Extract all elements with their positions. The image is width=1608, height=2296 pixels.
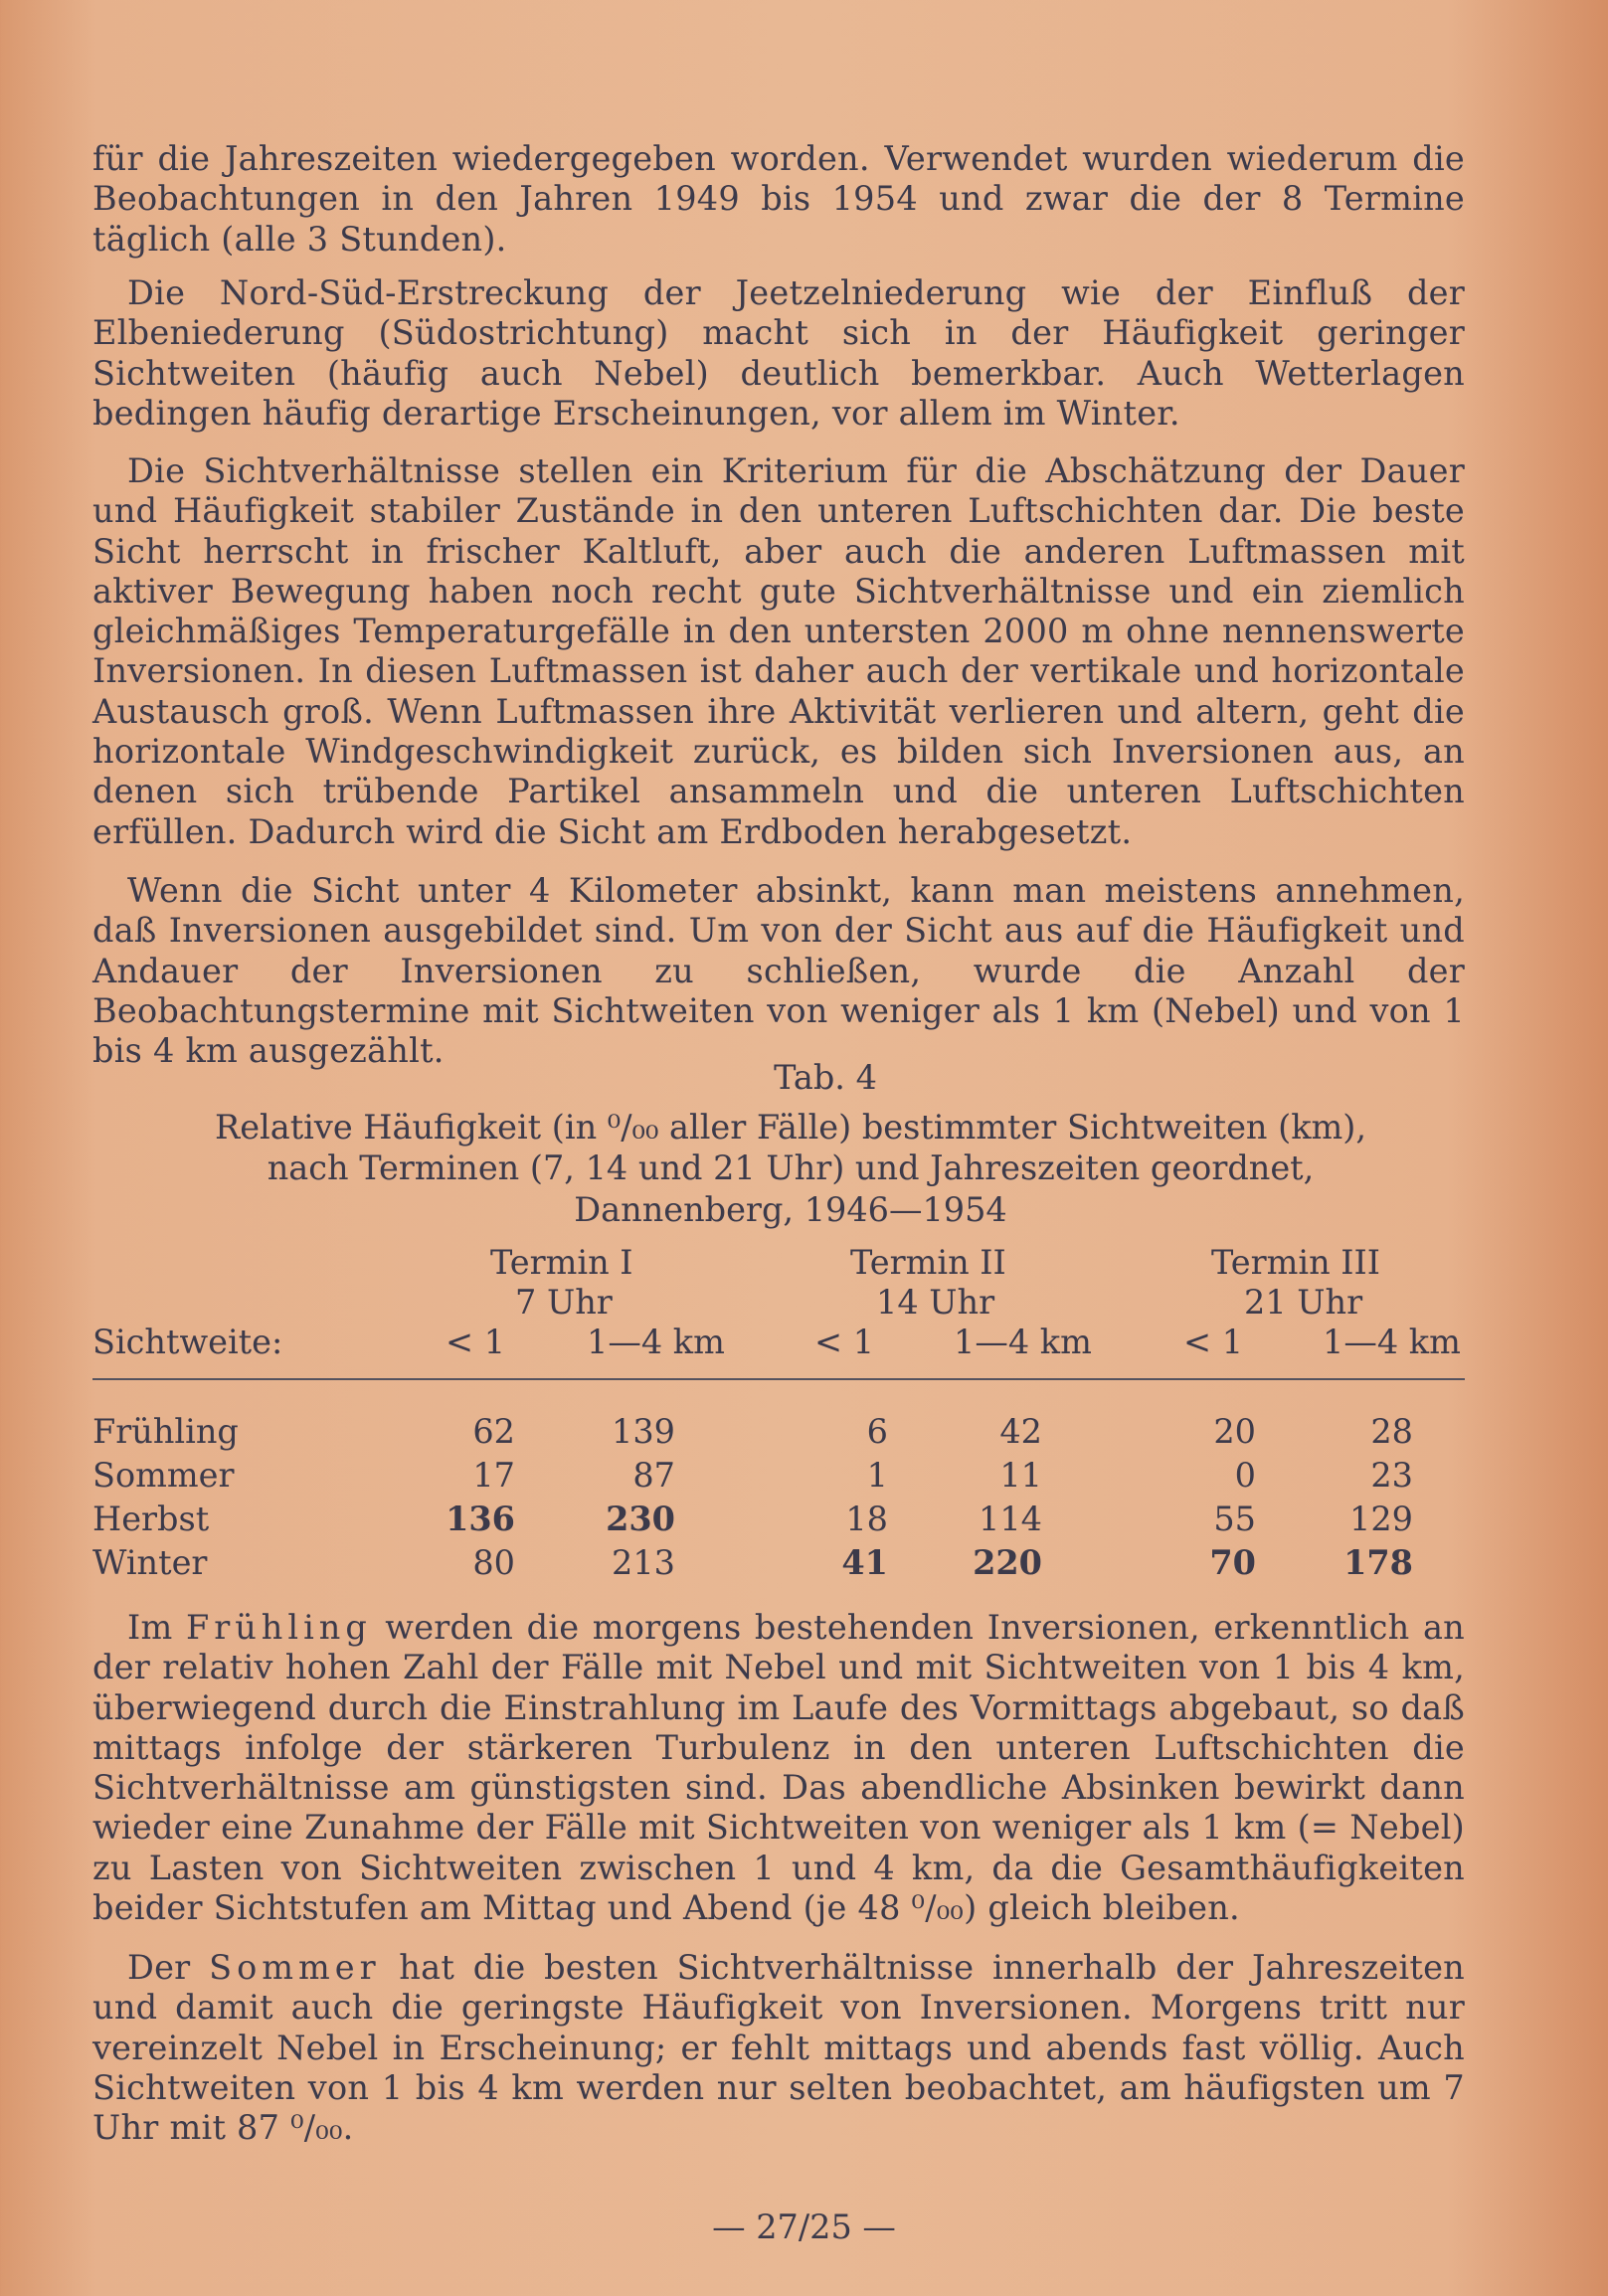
table-cell: 136 <box>446 1500 515 1538</box>
table-cell: 0 <box>1234 1456 1256 1495</box>
table-cell: 17 <box>472 1456 515 1495</box>
paragraph-1-text: für die Jahreszeiten wiedergegeben worden. Verwendet wurden wiederum die Beobachtungen in den Jahren 1949 bis 1954 und zwar die der 8 Termine täglich (alle 3 Stunden). <box>92 139 1465 259</box>
table-cell: 42 <box>999 1412 1042 1451</box>
paragraph-6-lead: Der <box>127 1948 191 1987</box>
paragraph-4 <box>92 871 1465 1071</box>
table-cell: 139 <box>612 1412 675 1451</box>
table-cell: 220 <box>973 1543 1042 1582</box>
group-2-col-a: < 1 <box>814 1323 875 1361</box>
table-cell: 23 <box>1370 1456 1413 1495</box>
paragraph-4-text: Wenn die Sicht unter 4 Kilometer absinkt, kann man meistens annehmen, daß Inversionen ausgebildet sind. Um von der Sicht aus auf die Häufigkeit und Andauer der Inversionen zu schließen, wurde die Anzahl der Beobachtungstermine mit Sichtweiten von weniger als 1 km (Nebel) und von 1 bis 4 km ausgezählt. <box>92 871 1465 1071</box>
paragraph-3 <box>92 451 1465 852</box>
table-row <box>92 1541 1465 1585</box>
paragraph-3-text: Die Sichtverhältnisse stellen ein Kriterium für die Abschätzung der Dauer und Häufigkeit stabiler Zustände in den unteren Luftschichten dar. Die beste Sicht herrscht in frischer Kaltluft, aber auch die anderen Luftmassen mit aktiver Bewegung haben noch recht gute Sichtverhältnisse und ein ziemlich gleichmäßiges Temperaturgefälle in den untersten 2000 m ohne nennenswerte Inversionen. In diesen Luftmassen ist daher auch der vertikale und horizontale Austausch groß. Wenn Luftmassen ihre Aktivität verlieren und altern, geht die horizontale Windgeschwindigkeit zurück, es bilden sich Inversionen aus, an denen sich trübende Partikel ansammeln und die unteren Luftschichten erfüllen. Dadurch wird die Sicht am Erdboden herabgesetzt. <box>92 451 1465 851</box>
table-cell: 178 <box>1343 1543 1413 1582</box>
paragraph-5 <box>92 1608 1465 1928</box>
paragraph-5-text: werden die morgens bestehenden Inversionen, erkenntlich an der relativ hohen Zahl der Fälle mit Nebel und mit Sichtweiten von 1 bis 4 km, überwiegend durch die Einstrahlung im Laufe des Vormittags abgebaut, so daß mittags infolge der stärkeren Turbulenz in den unteren Luftschichten die Sichtverhältnisse am günstigsten sind. Das abendliche Absinken bewirkt dann wieder eine Zunahme der Fälle mit Sichtweiten von weniger als 1 km (= Nebel) zu Lasten von Sichtweiten zwischen 1 und 4 km, da die Gesamthäufigkeiten beider Sichtstufen am Mittag und Abend (je 48 ⁰/₀₀) gleich bleiben. <box>92 1608 1465 1928</box>
table-cell: 41 <box>841 1543 888 1582</box>
paragraph-5-lead: Im <box>127 1608 173 1647</box>
table-subtitle: nach Terminen (7, 14 und 21 Uhr) und Jahreszeiten geordnet, <box>267 1148 1315 1187</box>
table-cell: 62 <box>472 1412 515 1451</box>
table-cell: 80 <box>472 1543 515 1582</box>
table-cell: 20 <box>1213 1412 1256 1451</box>
season-label: Frühling <box>92 1412 239 1451</box>
group-3-col-b: 1—4 km <box>1323 1323 1461 1361</box>
table-location: Dannenberg, 1946—1954 <box>574 1190 1007 1229</box>
paragraph-2-text: Die Nord-Süd-Erstreckung der Jeetzelniederung wie der Einfluß der Elbeniederung (Südostrichtung) macht sich in der Häufigkeit geringer Sichtweiten (häufig auch Nebel) deutlich bemerkbar. Auch Wetterlagen bedingen häufig derartige Erscheinungen, vor allem im Winter. <box>92 273 1465 433</box>
row-header-label: Sichtweite: <box>92 1323 283 1361</box>
season-label: Sommer <box>92 1456 235 1495</box>
group-2-time: 14 Uhr <box>876 1283 995 1322</box>
paragraph-6-text: hat die besten Sichtverhältnisse innerhalb der Jahreszeiten und damit auch die geringste Häufigkeit von Inversionen. Morgens tritt nur vereinzelt Nebel in Erscheinung; er fehlt mittags und abends fast völlig. Auch Sichtweiten von 1 bis 4 km werden nur selten beobachtet, am häufigsten um 7 Uhr mit 87 ⁰/₀₀. <box>92 1948 1466 2148</box>
table-row <box>92 1454 1465 1498</box>
table-label: Tab. 4 <box>774 1058 877 1097</box>
table-cell: 1 <box>866 1456 888 1495</box>
table-cell: 6 <box>866 1412 888 1451</box>
paragraph-2 <box>92 273 1465 434</box>
paragraph-6 <box>92 1948 1465 2148</box>
season-label: Winter <box>92 1543 208 1582</box>
table-cell: 28 <box>1370 1412 1413 1451</box>
group-3-col-a: < 1 <box>1183 1323 1244 1361</box>
group-3-name: Termin III <box>1211 1243 1380 1282</box>
group-2-col-b: 1—4 km <box>954 1323 1092 1361</box>
table-cell: 230 <box>606 1500 675 1538</box>
group-2-name: Termin II <box>850 1243 1006 1282</box>
group-1-col-a: < 1 <box>446 1323 506 1361</box>
table-row <box>92 1410 1465 1454</box>
group-1-time: 7 Uhr <box>515 1283 613 1322</box>
page-number: — 27/25 — <box>712 2208 896 2246</box>
group-1-col-b: 1—4 km <box>587 1323 725 1361</box>
table-cell: 213 <box>612 1543 675 1582</box>
table-cell: 18 <box>845 1500 888 1538</box>
table-row <box>92 1498 1465 1541</box>
paragraph-5-emphasis: Frühling <box>185 1608 372 1647</box>
table-cell: 55 <box>1213 1500 1256 1538</box>
paragraph-6-emphasis: Sommer <box>209 1948 381 1987</box>
paragraph-1 <box>92 139 1465 260</box>
table-cell: 70 <box>1209 1543 1256 1582</box>
table-header-rule <box>92 1378 1465 1380</box>
table-cell: 129 <box>1349 1500 1413 1538</box>
table-cell: 11 <box>999 1456 1042 1495</box>
table-cell: 114 <box>979 1500 1042 1538</box>
table-title: Relative Häufigkeit (in ⁰/₀₀ aller Fälle) bestimmter Sichtweiten (km), <box>214 1108 1366 1147</box>
table-cell: 87 <box>632 1456 675 1495</box>
group-1-name: Termin I <box>490 1243 633 1282</box>
season-label: Herbst <box>92 1500 210 1538</box>
group-3-time: 21 Uhr <box>1244 1283 1363 1322</box>
